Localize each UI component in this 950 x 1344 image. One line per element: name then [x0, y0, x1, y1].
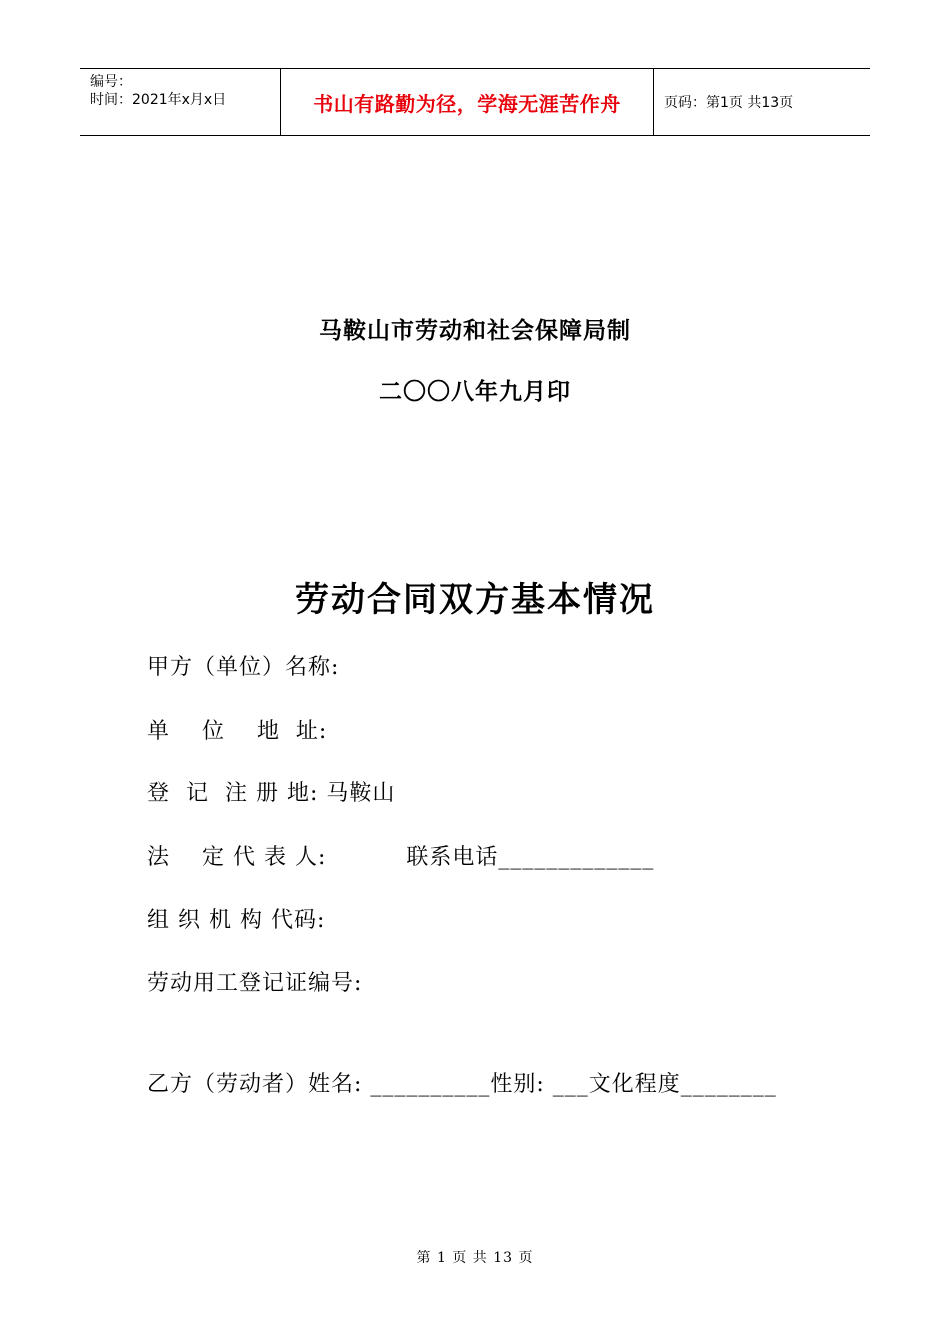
field-labor-registration-no: 劳动用工登记证编号: [147, 971, 363, 996]
time-label: 时间：2021年x月x日 [90, 92, 227, 108]
field-party-a-name: 甲方（单位）名称: [147, 655, 340, 680]
serial-label: 编号： [90, 74, 132, 90]
field-legal-rep-row [147, 840, 654, 871]
field-registration-place: 登 记 注 册 地: 马鞍山 [147, 781, 396, 806]
issuer-line: 马鞍山市劳动和社会保障局制 [319, 317, 631, 344]
page-info: 页码：第1页 共13页 [664, 95, 794, 111]
header-meta-cell [80, 69, 281, 135]
field-contact-phone: 联系电话_____________ [406, 845, 655, 870]
page-footer: 第 1 页 共 13 页 [416, 1250, 534, 1266]
field-org-code: 组 织 机 构 代码: [147, 908, 326, 933]
header-table [80, 68, 870, 136]
header-motto-cell [281, 69, 654, 135]
document-title: 劳动合同双方基本情况 [295, 580, 655, 620]
motto-text: 书山有路勤为径，学海无涯苦作舟 [313, 91, 621, 116]
header-page-cell [654, 69, 870, 135]
field-legal-rep: 法 定 代 表 人: [147, 845, 327, 870]
print-date-line: 二〇〇八年九月印 [379, 378, 571, 405]
field-address: 单 位 地 址: [147, 719, 328, 744]
field-party-b: 乙方（劳动者）姓名: __________性别: ___文化程度________ [147, 1072, 777, 1097]
